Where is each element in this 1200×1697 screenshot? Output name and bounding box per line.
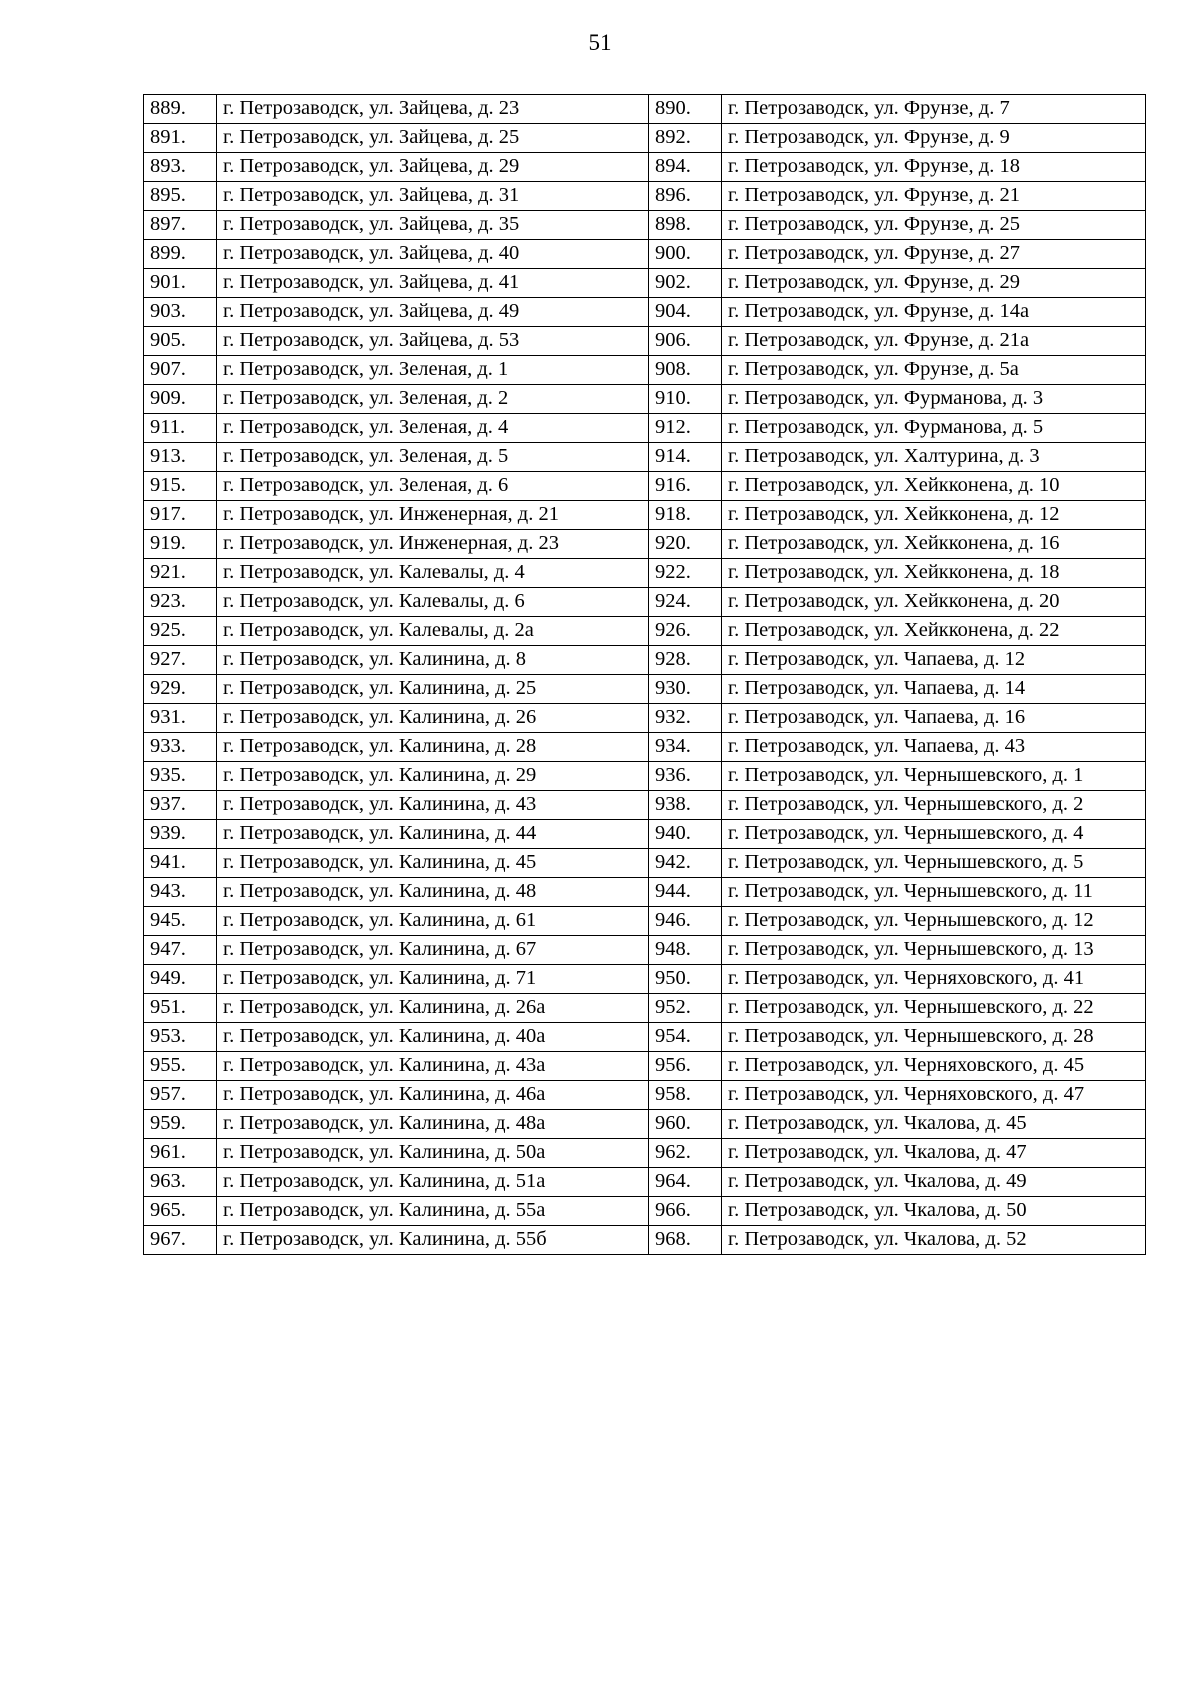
entry-number: 889.: [144, 95, 217, 124]
entry-address: г. Петрозаводск, ул. Чернышевского, д. 1: [722, 762, 1146, 791]
table-row: [144, 269, 1146, 298]
table-row: [144, 501, 1146, 530]
table-row: [144, 588, 1146, 617]
entry-number: 901.: [144, 269, 217, 298]
entry-number: 924.: [649, 588, 722, 617]
entry-number: 938.: [649, 791, 722, 820]
entry-address: г. Петрозаводск, ул. Калинина, д. 61: [217, 907, 649, 936]
entry-number: 966.: [649, 1197, 722, 1226]
entry-address: г. Петрозаводск, ул. Калинина, д. 50а: [217, 1139, 649, 1168]
entry-number: 948.: [649, 936, 722, 965]
entry-address: г. Петрозаводск, ул. Зайцева, д. 25: [217, 124, 649, 153]
entry-address: г. Петрозаводск, ул. Калинина, д. 29: [217, 762, 649, 791]
entry-address: г. Петрозаводск, ул. Калинина, д. 67: [217, 936, 649, 965]
entry-number: 950.: [649, 965, 722, 994]
entry-address: г. Петрозаводск, ул. Фурманова, д. 3: [722, 385, 1146, 414]
entry-address: г. Петрозаводск, ул. Калинина, д. 48: [217, 878, 649, 907]
table-row: [144, 124, 1146, 153]
table-row: [144, 762, 1146, 791]
table-row: [144, 1052, 1146, 1081]
entry-number: 952.: [649, 994, 722, 1023]
entry-address: г. Петрозаводск, ул. Фрунзе, д. 21: [722, 182, 1146, 211]
entry-number: 890.: [649, 95, 722, 124]
entry-address: г. Петрозаводск, ул. Инженерная, д. 21: [217, 501, 649, 530]
entry-address: г. Петрозаводск, ул. Калинина, д. 25: [217, 675, 649, 704]
address-table-body: [144, 95, 1146, 1255]
entry-number: 910.: [649, 385, 722, 414]
table-row: [144, 936, 1146, 965]
entry-number: 899.: [144, 240, 217, 269]
entry-address: г. Петрозаводск, ул. Хейкконена, д. 18: [722, 559, 1146, 588]
entry-number: 965.: [144, 1197, 217, 1226]
entry-address: г. Петрозаводск, ул. Зайцева, д. 35: [217, 211, 649, 240]
entry-number: 925.: [144, 617, 217, 646]
entry-address: г. Петрозаводск, ул. Зеленая, д. 4: [217, 414, 649, 443]
entry-address: г. Петрозаводск, ул. Фрунзе, д. 29: [722, 269, 1146, 298]
entry-address: г. Петрозаводск, ул. Халтурина, д. 3: [722, 443, 1146, 472]
entry-number: 934.: [649, 733, 722, 762]
entry-address: г. Петрозаводск, ул. Чкалова, д. 52: [722, 1226, 1146, 1255]
entry-number: 943.: [144, 878, 217, 907]
table-row: [144, 704, 1146, 733]
entry-number: 968.: [649, 1226, 722, 1255]
table-row: [144, 1110, 1146, 1139]
entry-number: 908.: [649, 356, 722, 385]
entry-number: 936.: [649, 762, 722, 791]
entry-address: г. Петрозаводск, ул. Зеленая, д. 5: [217, 443, 649, 472]
entry-number: 916.: [649, 472, 722, 501]
entry-address: г. Петрозаводск, ул. Чкалова, д. 49: [722, 1168, 1146, 1197]
entry-address: г. Петрозаводск, ул. Зайцева, д. 29: [217, 153, 649, 182]
entry-number: 895.: [144, 182, 217, 211]
entry-number: 913.: [144, 443, 217, 472]
entry-number: 909.: [144, 385, 217, 414]
entry-address: г. Петрозаводск, ул. Инженерная, д. 23: [217, 530, 649, 559]
entry-number: 903.: [144, 298, 217, 327]
entry-number: 893.: [144, 153, 217, 182]
entry-address: г. Петрозаводск, ул. Калинина, д. 8: [217, 646, 649, 675]
entry-address: г. Петрозаводск, ул. Чернышевского, д. 22: [722, 994, 1146, 1023]
entry-address: г. Петрозаводск, ул. Зеленая, д. 6: [217, 472, 649, 501]
entry-address: г. Петрозаводск, ул. Чкалова, д. 50: [722, 1197, 1146, 1226]
entry-address: г. Петрозаводск, ул. Калинина, д. 51а: [217, 1168, 649, 1197]
entry-number: 947.: [144, 936, 217, 965]
entry-address: г. Петрозаводск, ул. Фрунзе, д. 9: [722, 124, 1146, 153]
entry-address: г. Петрозаводск, ул. Чапаева, д. 43: [722, 733, 1146, 762]
entry-address: г. Петрозаводск, ул. Чапаева, д. 16: [722, 704, 1146, 733]
entry-address: г. Петрозаводск, ул. Фрунзе, д. 14а: [722, 298, 1146, 327]
entry-number: 939.: [144, 820, 217, 849]
entry-address: г. Петрозаводск, ул. Фрунзе, д. 7: [722, 95, 1146, 124]
entry-address: г. Петрозаводск, ул. Калинина, д. 55а: [217, 1197, 649, 1226]
table-row: [144, 95, 1146, 124]
entry-address: г. Петрозаводск, ул. Хейкконена, д. 20: [722, 588, 1146, 617]
table-row: [144, 356, 1146, 385]
entry-number: 963.: [144, 1168, 217, 1197]
entry-address: г. Петрозаводск, ул. Зайцева, д. 31: [217, 182, 649, 211]
table-row: [144, 733, 1146, 762]
entry-address: г. Петрозаводск, ул. Чернышевского, д. 5: [722, 849, 1146, 878]
entry-number: 951.: [144, 994, 217, 1023]
entry-address: г. Петрозаводск, ул. Фрунзе, д. 21а: [722, 327, 1146, 356]
entry-number: 914.: [649, 443, 722, 472]
table-row: [144, 1081, 1146, 1110]
entry-number: 935.: [144, 762, 217, 791]
table-row: [144, 791, 1146, 820]
table-row: [144, 1197, 1146, 1226]
entry-address: г. Петрозаводск, ул. Калинина, д. 44: [217, 820, 649, 849]
table-row: [144, 994, 1146, 1023]
table-row: [144, 211, 1146, 240]
entry-address: г. Петрозаводск, ул. Чапаева, д. 12: [722, 646, 1146, 675]
entry-number: 940.: [649, 820, 722, 849]
entry-number: 897.: [144, 211, 217, 240]
entry-number: 956.: [649, 1052, 722, 1081]
entry-number: 953.: [144, 1023, 217, 1052]
entry-address: г. Петрозаводск, ул. Калинина, д. 48а: [217, 1110, 649, 1139]
table-row: [144, 153, 1146, 182]
entry-number: 898.: [649, 211, 722, 240]
table-row: [144, 1226, 1146, 1255]
table-row: [144, 182, 1146, 211]
entry-address: г. Петрозаводск, ул. Фрунзе, д. 27: [722, 240, 1146, 269]
entry-number: 954.: [649, 1023, 722, 1052]
entry-number: 942.: [649, 849, 722, 878]
entry-number: 928.: [649, 646, 722, 675]
entry-number: 949.: [144, 965, 217, 994]
entry-address: г. Петрозаводск, ул. Хейкконена, д. 10: [722, 472, 1146, 501]
entry-number: 927.: [144, 646, 217, 675]
table-row: [144, 298, 1146, 327]
entry-address: г. Петрозаводск, ул. Калевалы, д. 4: [217, 559, 649, 588]
entry-address: г. Петрозаводск, ул. Фурманова, д. 5: [722, 414, 1146, 443]
entry-number: 920.: [649, 530, 722, 559]
entry-address: г. Петрозаводск, ул. Чернышевского, д. 12: [722, 907, 1146, 936]
entry-address: г. Петрозаводск, ул. Калинина, д. 43а: [217, 1052, 649, 1081]
entry-address: г. Петрозаводск, ул. Зайцева, д. 23: [217, 95, 649, 124]
address-table: [143, 94, 1146, 1255]
entry-number: 915.: [144, 472, 217, 501]
entry-number: 945.: [144, 907, 217, 936]
entry-address: г. Петрозаводск, ул. Фрунзе, д. 5а: [722, 356, 1146, 385]
entry-address: г. Петрозаводск, ул. Калинина, д. 55б: [217, 1226, 649, 1255]
entry-address: г. Петрозаводск, ул. Зеленая, д. 1: [217, 356, 649, 385]
entry-number: 955.: [144, 1052, 217, 1081]
table-row: [144, 965, 1146, 994]
entry-number: 917.: [144, 501, 217, 530]
entry-number: 902.: [649, 269, 722, 298]
table-row: [144, 646, 1146, 675]
table-row: [144, 559, 1146, 588]
entry-address: г. Петрозаводск, ул. Калинина, д. 26а: [217, 994, 649, 1023]
table-row: [144, 675, 1146, 704]
entry-address: г. Петрозаводск, ул. Чернышевского, д. 13: [722, 936, 1146, 965]
entry-address: г. Петрозаводск, ул. Калинина, д. 46а: [217, 1081, 649, 1110]
page-number: 51: [588, 30, 612, 55]
entry-number: 918.: [649, 501, 722, 530]
table-row: [144, 472, 1146, 501]
entry-number: 961.: [144, 1139, 217, 1168]
entry-number: 892.: [649, 124, 722, 153]
entry-address: г. Петрозаводск, ул. Зайцева, д. 41: [217, 269, 649, 298]
entry-number: 922.: [649, 559, 722, 588]
entry-number: 904.: [649, 298, 722, 327]
entry-address: г. Петрозаводск, ул. Калинина, д. 40а: [217, 1023, 649, 1052]
entry-number: 921.: [144, 559, 217, 588]
entry-number: 937.: [144, 791, 217, 820]
entry-number: 894.: [649, 153, 722, 182]
entry-address: г. Петрозаводск, ул. Чернышевского, д. 28: [722, 1023, 1146, 1052]
table-row: [144, 820, 1146, 849]
entry-address: г. Петрозаводск, ул. Фрунзе, д. 25: [722, 211, 1146, 240]
entry-address: г. Петрозаводск, ул. Калинина, д. 26: [217, 704, 649, 733]
entry-address: г. Петрозаводск, ул. Калинина, д. 28: [217, 733, 649, 762]
entry-number: 906.: [649, 327, 722, 356]
entry-number: 941.: [144, 849, 217, 878]
entry-number: 946.: [649, 907, 722, 936]
entry-number: 912.: [649, 414, 722, 443]
entry-address: г. Петрозаводск, ул. Чернышевского, д. 4: [722, 820, 1146, 849]
entry-address: г. Петрозаводск, ул. Чкалова, д. 45: [722, 1110, 1146, 1139]
entry-address: г. Петрозаводск, ул. Черняховского, д. 45: [722, 1052, 1146, 1081]
entry-number: 911.: [144, 414, 217, 443]
entry-address: г. Петрозаводск, ул. Зайцева, д. 40: [217, 240, 649, 269]
entry-number: 959.: [144, 1110, 217, 1139]
table-row: [144, 385, 1146, 414]
entry-number: 960.: [649, 1110, 722, 1139]
table-row: [144, 327, 1146, 356]
table-row: [144, 1168, 1146, 1197]
entry-number: 958.: [649, 1081, 722, 1110]
entry-address: г. Петрозаводск, ул. Чкалова, д. 47: [722, 1139, 1146, 1168]
table-row: [144, 240, 1146, 269]
entry-number: 891.: [144, 124, 217, 153]
entry-address: г. Петрозаводск, ул. Чернышевского, д. 2: [722, 791, 1146, 820]
entry-number: 926.: [649, 617, 722, 646]
table-row: [144, 849, 1146, 878]
entry-address: г. Петрозаводск, ул. Калинина, д. 43: [217, 791, 649, 820]
entry-number: 900.: [649, 240, 722, 269]
table-row: [144, 1023, 1146, 1052]
entry-address: г. Петрозаводск, ул. Калинина, д. 71: [217, 965, 649, 994]
entry-address: г. Петрозаводск, ул. Хейкконена, д. 12: [722, 501, 1146, 530]
entry-address: г. Петрозаводск, ул. Фрунзе, д. 18: [722, 153, 1146, 182]
entry-number: 933.: [144, 733, 217, 762]
entry-number: 930.: [649, 675, 722, 704]
table-row: [144, 878, 1146, 907]
entry-address: г. Петрозаводск, ул. Хейкконена, д. 16: [722, 530, 1146, 559]
entry-number: 923.: [144, 588, 217, 617]
entry-address: г. Петрозаводск, ул. Черняховского, д. 41: [722, 965, 1146, 994]
entry-number: 931.: [144, 704, 217, 733]
entry-address: г. Петрозаводск, ул. Калевалы, д. 2а: [217, 617, 649, 646]
entry-number: 944.: [649, 878, 722, 907]
entry-number: 905.: [144, 327, 217, 356]
entry-address: г. Петрозаводск, ул. Калинина, д. 45: [217, 849, 649, 878]
table-row: [144, 443, 1146, 472]
entry-number: 907.: [144, 356, 217, 385]
entry-address: г. Петрозаводск, ул. Зеленая, д. 2: [217, 385, 649, 414]
entry-number: 919.: [144, 530, 217, 559]
table-row: [144, 907, 1146, 936]
entry-address: г. Петрозаводск, ул. Калевалы, д. 6: [217, 588, 649, 617]
entry-address: г. Петрозаводск, ул. Чапаева, д. 14: [722, 675, 1146, 704]
entry-address: г. Петрозаводск, ул. Хейкконена, д. 22: [722, 617, 1146, 646]
entry-number: 967.: [144, 1226, 217, 1255]
entry-number: 957.: [144, 1081, 217, 1110]
entry-address: г. Петрозаводск, ул. Зайцева, д. 49: [217, 298, 649, 327]
entry-address: г. Петрозаводск, ул. Чернышевского, д. 11: [722, 878, 1146, 907]
table-row: [144, 414, 1146, 443]
entry-number: 962.: [649, 1139, 722, 1168]
table-row: [144, 617, 1146, 646]
entry-address: г. Петрозаводск, ул. Черняховского, д. 47: [722, 1081, 1146, 1110]
entry-number: 929.: [144, 675, 217, 704]
entry-number: 964.: [649, 1168, 722, 1197]
table-row: [144, 1139, 1146, 1168]
entry-number: 932.: [649, 704, 722, 733]
entry-number: 896.: [649, 182, 722, 211]
table-row: [144, 530, 1146, 559]
entry-address: г. Петрозаводск, ул. Зайцева, д. 53: [217, 327, 649, 356]
